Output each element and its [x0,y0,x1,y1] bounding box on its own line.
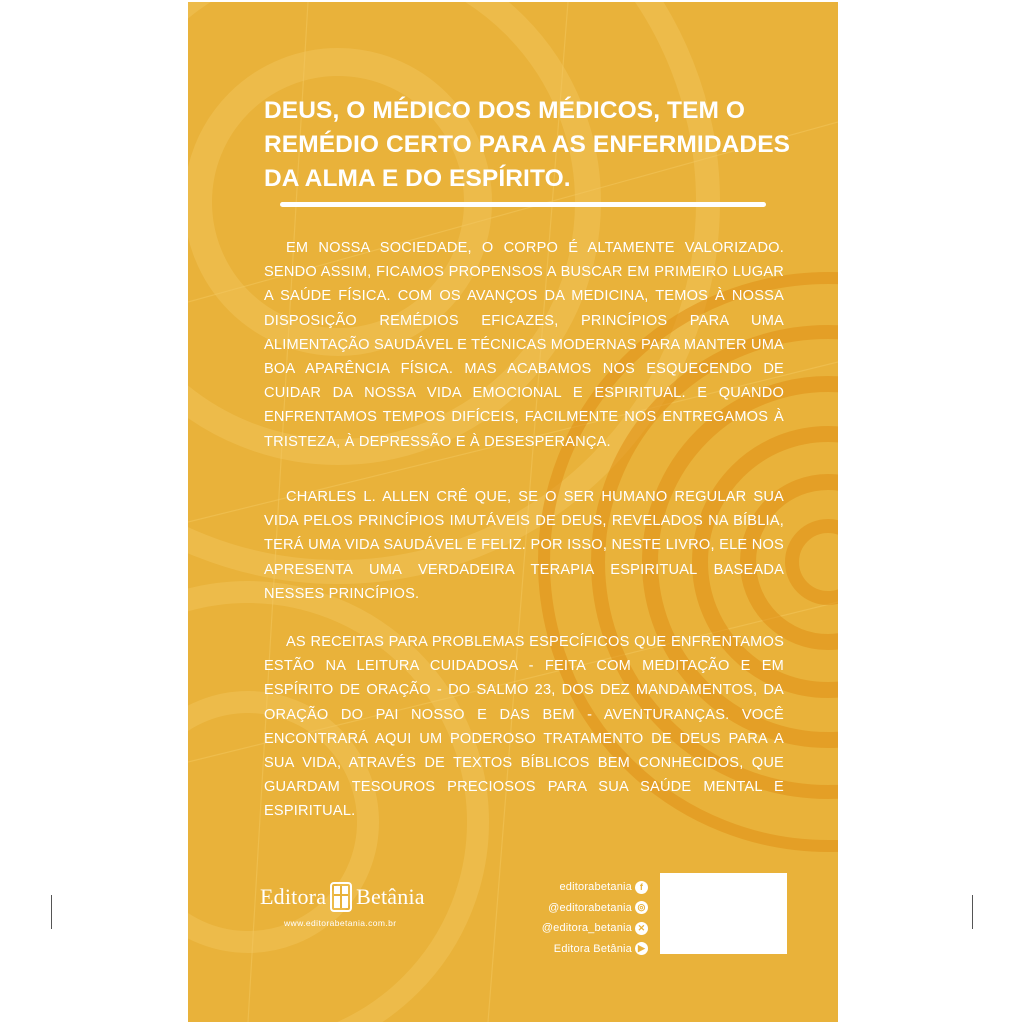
book-back-cover [188,2,838,1022]
social-youtube [510,939,648,960]
social-facebook [510,877,648,898]
publisher-logo [260,882,440,952]
social-instagram [510,898,648,919]
publisher-website: www.editorabetania.com.br [284,918,397,928]
blurb-paragraph-3: AS RECEITAS PARA PROBLEMAS ESPECÍFICOS QUE ENFRENTAMOS ESTÃO NA LEITURA CUIDADOSA - FEITA COM MEDITAÇÃO E EM ESPÍRITO DE ORAÇÃO - DO SALMO 23, DOS DEZ MANDAMENTOS, DA ORAÇÃO DO PAI NOSSO E DAS BEM - AVENTURANÇAS. VOCÊ ENCONTRARÁ AQUI UM PODEROSO TRATAMENTO DE DEUS PARA A SUA VIDA, ATRAVÉS DE TEXTOS BÍBLICOS BEM CONHECIDOS, QUE GUARDAM TESOUROS PRECIOSOS PARA SUA SAÚDE MENTAL E ESPIRITUAL. [264,634,784,820]
publisher-name-right: Betânia [356,884,425,909]
social-handle: @editorabetania [548,901,632,914]
social-handle: Editora Betânia [553,942,632,955]
barcode-area [660,873,787,954]
social-handle: editorabetania [559,881,632,894]
right-edge-mark [972,895,973,929]
left-edge-mark [51,895,52,929]
headline-divider [280,202,766,207]
blurb-paragraph-1: EM NOSSA SOCIEDADE, O CORPO É ALTAMENTE VALORIZADO. SENDO ASSIM, FICAMOS PROPENSOS A BUSCAR EM PRIMEIRO LUGAR A SAÚDE FÍSICA. COM OS AVANÇOS DA MEDICINA, TEMOS À NOSSA DISPOSIÇÃO REMÉDIOS EFICAZES, PRINCÍPIOS PARA UMA ALIMENTAÇÃO SAUDÁVEL E TÉCNICAS MODERNAS PARA MANTER UMA BOA APARÊNCIA FÍSICA. MAS ACABAMOS NOS ESQUECENDO DE CUIDAR DA NOSSA VIDA EMOCIONAL E ESPIRITUAL. E QUANDO ENFRENTAMOS TEMPOS DIFÍCEIS, FACILMENTE NOS ENTREGAMOS À TRISTEZA, À DEPRESSÃO E À DESESPERANÇA. [264,240,784,450]
facebook-icon: f [635,881,648,894]
social-links [510,877,648,959]
instagram-icon: ◎ [635,901,648,914]
book-cross-icon [330,882,352,912]
cover-headline: DEUS, O MÉDICO DOS MÉDICOS, TEM O REMÉDIO CERTO PARA AS ENFERMIDADES DA ALMA E DO ESPÍRITO. [264,97,791,192]
publisher-name-left: Editora [260,884,327,909]
blurb-paragraph-2: CHARLES L. ALLEN CRÊ QUE, SE O SER HUMANO REGULAR SUA VIDA PELOS PRINCÍPIOS IMUTÁVEIS DE DEUS, REVELADOS NA BÍBLIA, TERÁ UMA VIDA SAUDÁVEL E FELIZ. POR ISSO, NESTE LIVRO, ELE NOS APRESENTA UMA VERDADEIRA TERAPIA ESPIRITUAL BASEADA NESSES PRINCÍPIOS. [264,489,784,602]
youtube-icon: ▶ [635,942,648,955]
social-handle: @editora_betania [541,922,632,935]
social-x [510,918,648,939]
x-icon: ✕ [635,922,648,935]
